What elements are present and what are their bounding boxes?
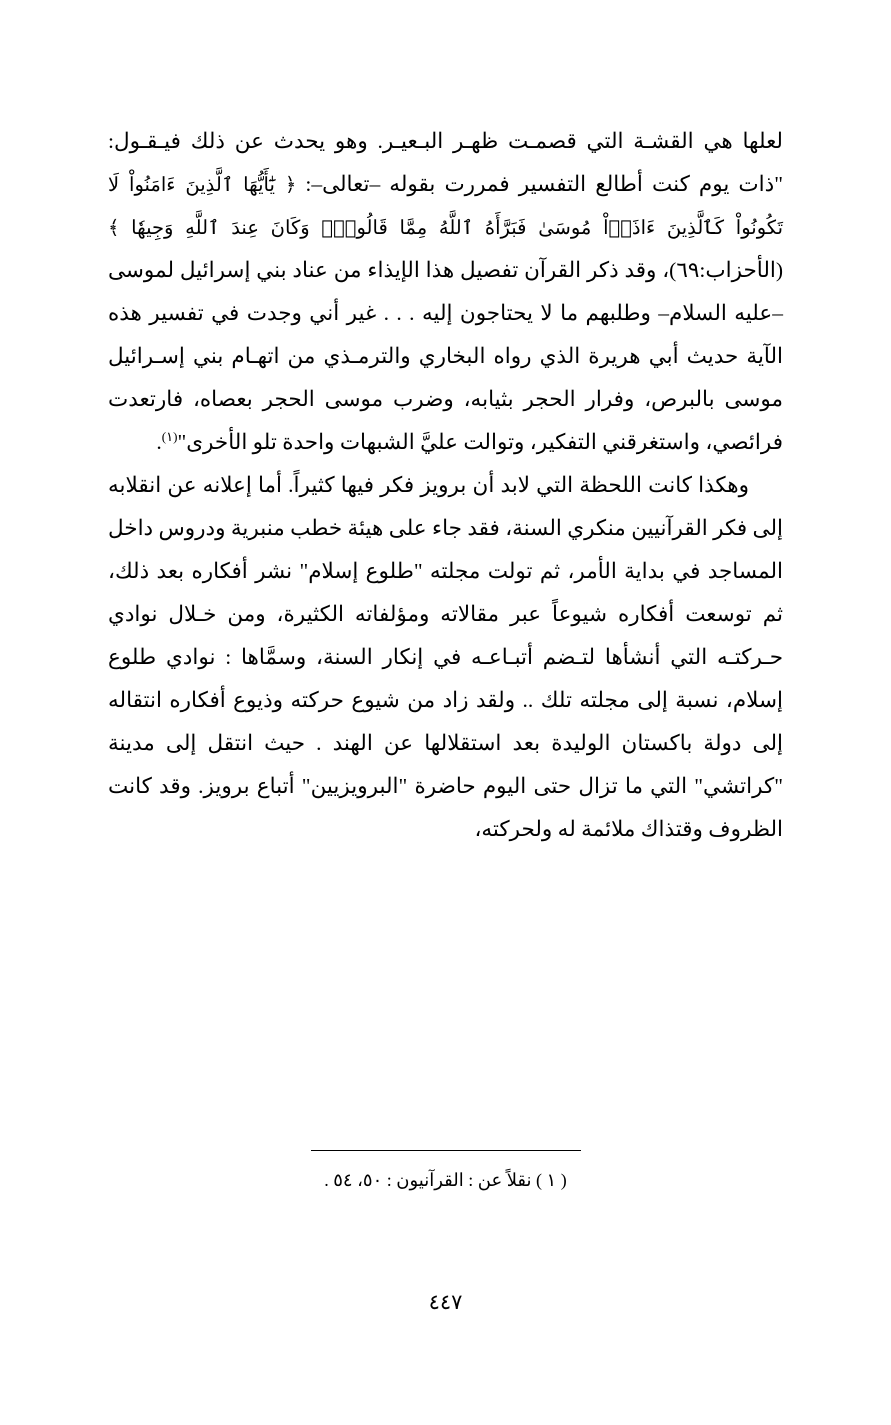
page-number: ٤٤٧ — [428, 1290, 463, 1314]
footnote-marker-1[interactable]: (١) — [161, 428, 178, 444]
paragraph-1-text-after: (الأحزاب:٦٩)، وقد ذكر القرآن تفصيل هذا الإيذاء من عناد بني إسرائيل لموسى –عليه السلام– وطلبهم ما لا يحتاجون إليه . . . غير أني وجدت في تفسير هذه الآية حديث أبي هريرة الذي رواه البخاري والترمـذي من اتهـام بني إسـرائيل موسى بالبرص، وفرار الحجر بثيابه، وضرب موسى الحجر بعصاه، فارتعدت فرائصي، واستغرقني التفكير، وتوالت عليَّ الشبهات واحدة تلو الأخرى" — [108, 258, 783, 454]
paragraph-2-text: وهكذا كانت اللحظة التي لابد أن برويز فكر فيها كثيراً. أما إعلانه عن انقلابه إلى فكر القرآنيين منكري السنة، فقد جاء على هيئة خطب منبرية ودروس داخل المساجد في بداية الأمر، ثم تولت مجلته "طلوع إسلام" نشر أفكاره بعد ذلك، ثم توسعت أفكاره شيوعاً عبر مقالاته ومؤلفاته الكثيرة، ومن خـلال نوادي حـركتـه التي أنشأها لتـضم أتبـاعـه في إنكار السنة، وسمَّاها : نوادي طلوع إسلام، نسبة إلى مجلته تلك .. ولقد زاد من شيوع حركته وذيوع أفكاره انتقاله إلى دولة باكستان الوليدة بعد استقلالها عن الهند . حيث انتقل إلى مدينة "كراتشي" التي ما تزال حتى اليوم حاضرة "البرويزيين" أتباع برويز. وقد كانت الظروف وقتذاك ملائمة له ولحركته، — [108, 473, 783, 841]
footnote-text: ( ١ ) نقلاً عن : القرآنيون : ٥٠، ٥٤ . — [324, 1170, 567, 1191]
page-body — [108, 120, 783, 851]
paragraph-1-text-before: لعلها هي القشـة التي قصمـت ظهـر البـعيـر. وهو يحدث عن ذلك فيـقـول: "ذات يوم كنت أطالع التفسير فمررت بقوله –تعالى–: — [108, 129, 783, 196]
paragraph-1 — [108, 120, 783, 464]
paragraph-2 — [108, 464, 783, 851]
footnote-divider — [311, 1150, 581, 1151]
quran-verse: ﴿ يَٰٓأَيُّهَا ٱلَّذِينَ ءَامَنُواْ لَا تَكُونُواْ كَٱلَّذِينَ ءَاذَوۡاْ مُوسَىٰ فَبَرَّأَهُ ٱللَّهُ مِمَّا قَالُواْۚ وَكَانَ عِندَ ٱللَّهِ وَجِيهٗا ﴾ — [108, 173, 783, 239]
footnote-area — [108, 1150, 783, 1195]
paragraph-1-period: . — [156, 430, 162, 454]
